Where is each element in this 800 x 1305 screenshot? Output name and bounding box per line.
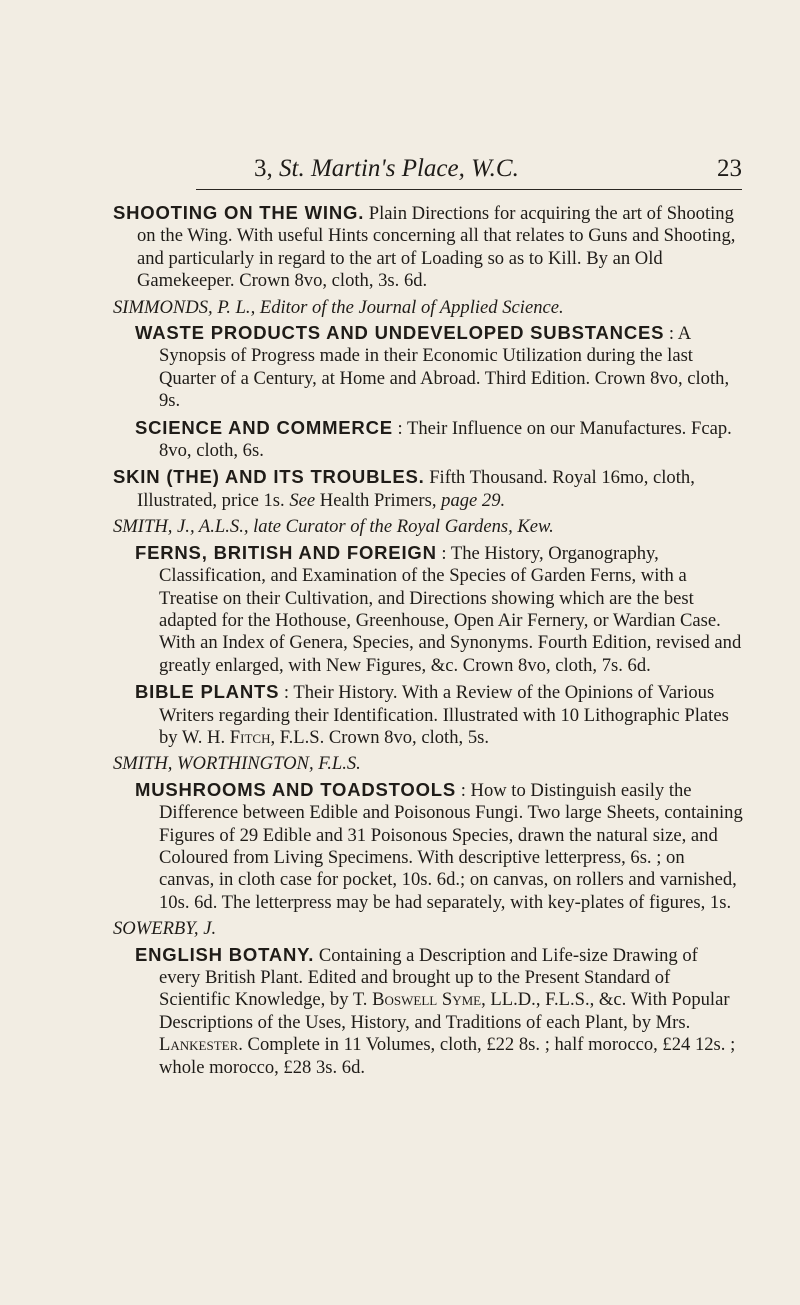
author-smith: SMITH, J., A.L.S., late Curator of the Royal Gardens, Kew. (113, 516, 554, 538)
entry-name-lankester: Lankester (159, 1034, 239, 1056)
running-title: 3, St. Martin's Place, W.C. (254, 155, 519, 182)
entry-heading: BIBLE PLANTS (135, 681, 280, 703)
author-works-sowerby (113, 944, 743, 1079)
entry-text: Containing a Description and Life-size Drawing of every British Plant. Edited and brought up to the Present Standard of Scientific Knowledge, by T. (159, 944, 698, 1011)
entry-see: See (289, 489, 316, 511)
author-works-simmonds (113, 322, 743, 462)
entry-text: : Their Influence on our Manufactures. Fcap. 8vo, cloth, 6s. (159, 417, 732, 462)
entry-text-2: Health Primers, (315, 489, 442, 511)
entry-bible (135, 681, 743, 749)
author-simmonds: SIMMONDS, P. L., Editor of the Journal of Applied Science. (113, 296, 564, 318)
entry-english-botany (135, 944, 743, 1079)
author-works-worthington (113, 779, 743, 914)
entry-text: Plain Directions for acquiring the art of Shooting on the Wing. With useful Hints concerning all that relates to Guns and Shooting, and particularly in regard to the art of Loading so as to Kill. By an Old Gamekeeper. Crown 8vo, cloth, 3s. 6d. (137, 203, 736, 292)
entry-text: : The History, Organography, Classification, and Examination of the Species of Garden Ferns, with a Treatise on their Cultivation, and Directions showing which are the best adapted for the Hothouse, Greenhouse, Open Air Fernery, or Wardian Case. With an Index of Genera, Species, and Synonyms. Fourth Edition, revised and greatly enlarged, with New Figures, &c. Crown 8vo, cloth, 7s. 6d. (159, 542, 742, 676)
entry-name-fitch: Fitch (229, 726, 271, 748)
entry-page-ref: page 29. (441, 489, 506, 511)
author-worthington-smith: SMITH, WORTHINGTON, F.L.S. (113, 753, 361, 775)
entry-name-boswell: Boswell Syme (372, 989, 482, 1011)
author-sowerby: SOWERBY, J. (113, 918, 217, 940)
entry-text-3: . Complete in 11 Volumes, cloth, £22 8s. ; half morocco, £24 12s. ; whole morocco, £28 3s. 6d. (159, 1034, 736, 1078)
entry-ferns (135, 542, 743, 677)
entry-skin (113, 466, 743, 512)
entry-heading: MUSHROOMS AND TOADSTOOLS (135, 778, 457, 800)
entry-shooting (113, 202, 743, 293)
entry-heading: SCIENCE AND COMMERCE (135, 416, 393, 438)
running-title-italic: St. Martin's Place, W.C. (279, 155, 519, 182)
entry-text: Fifth Thousand. Royal 16mo, cloth, Illustrated, price 1s. (137, 467, 695, 511)
page-number: 23 (717, 155, 742, 182)
entry-heading: ENGLISH BOTANY. (135, 943, 315, 965)
author-works-smith (113, 542, 743, 750)
entry-text: : How to Distinguish easily the Difference between Edible and Poisonous Fungi. Two large Sheets, containing Figures of 29 Edible and 31 Poisonous Species, drawn the natural size, and Coloured from Living Specimens. With descriptive letterpress, 6s. ; on canvas, in cloth case for pocket, 10s. 6d.; on canvas, on rollers and varnished, 10s. 6d. The letterpress may be had separately, with key-plates of figures, 1s. (159, 779, 743, 913)
entry-text: : Their History. With a Review of the Opinions of Various Writers regarding their Identification. Illustrated with 10 Lithographic Plates by W. H. (159, 682, 729, 748)
entry-science (135, 417, 743, 463)
entry-heading: FERNS, BRITISH AND FOREIGN (135, 541, 437, 563)
entry-mushrooms (135, 779, 743, 914)
entry-heading: SHOOTING ON THE WING. (113, 202, 365, 223)
entry-waste (135, 322, 743, 413)
entry-text-2: , F.L.S. Crown 8vo, cloth, 5s. (270, 726, 490, 748)
entry-text-2: , LL.D., F.L.S., &c. With Popular Descriptions of the Uses, History, and Traditions of each Plant, by Mrs. (159, 989, 730, 1033)
entry-heading: WASTE PRODUCTS AND UNDEVELOPED SUBSTANCES (135, 322, 665, 344)
catalogue-content (113, 202, 743, 1083)
entry-text: : A Synopsis of Progress made in their Economic Utilization during the last Quarter of a Century, at Home and Abroad. Third Edition. Crown 8vo, cloth, 9s. (159, 323, 730, 412)
running-head (196, 155, 742, 190)
entry-heading: SKIN (THE) AND ITS TROUBLES. (113, 466, 425, 488)
